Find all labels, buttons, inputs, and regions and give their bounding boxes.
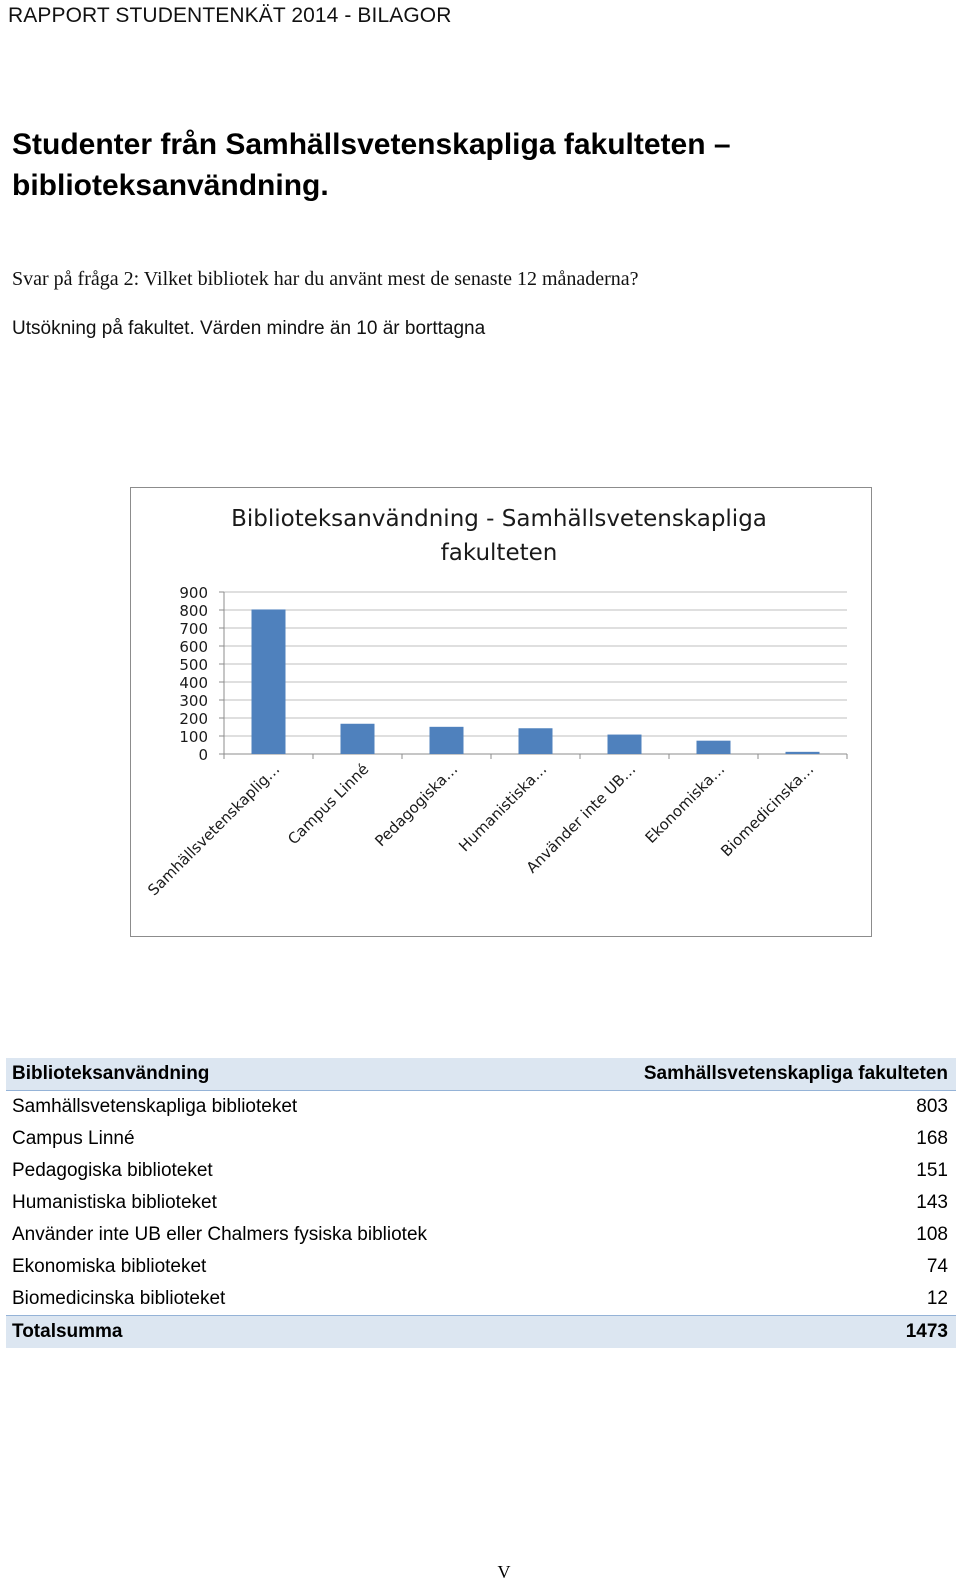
row-label: Samhällsvetenskapliga biblioteket bbox=[12, 1096, 298, 1117]
row-label: Humanistiska biblioteket bbox=[12, 1192, 217, 1213]
row-label: Biomedicinska biblioteket bbox=[12, 1288, 226, 1309]
total-value: 1473 bbox=[551, 1316, 956, 1349]
x-category-label: Pedagogiska… bbox=[371, 760, 462, 851]
bar bbox=[519, 728, 553, 754]
row-value: 74 bbox=[926, 1256, 948, 1277]
bar-chart bbox=[131, 488, 871, 936]
page-number: V bbox=[497, 1562, 511, 1582]
y-tick-label: 0 bbox=[198, 746, 208, 764]
row-label: Använder inte UB eller Chalmers fysiska bibliotek bbox=[12, 1224, 428, 1245]
column-header-faculty: Samhällsvetenskapliga fakulteten bbox=[551, 1058, 956, 1091]
survey-question: Svar på fråga 2: Vilket bibliotek har du använt mest de senaste 12 månaderna? bbox=[12, 268, 639, 290]
table-header-row bbox=[6, 1058, 956, 1091]
x-category-label: Campus Linné bbox=[284, 760, 373, 849]
bar bbox=[430, 727, 464, 754]
bar bbox=[608, 735, 642, 754]
report-header: RAPPORT STUDENTENKÄT 2014 - BILAGOR bbox=[8, 4, 452, 27]
page-title-line-1: Studenter från Samhällsvetenskapliga fakulteten – bbox=[12, 128, 731, 161]
y-tick-label: 600 bbox=[179, 638, 208, 656]
page-title-line-2: biblioteksanvändning. bbox=[12, 169, 329, 202]
y-tick-label: 200 bbox=[179, 710, 208, 728]
row-value: 168 bbox=[916, 1128, 948, 1149]
row-value: 108 bbox=[916, 1224, 948, 1245]
x-category-label: Biomedicinska… bbox=[717, 760, 818, 861]
row-label: Campus Linné bbox=[12, 1128, 135, 1149]
bar bbox=[252, 609, 286, 754]
row-label: Ekonomiska biblioteket bbox=[12, 1256, 207, 1277]
table-row bbox=[6, 1283, 956, 1316]
bar bbox=[786, 752, 820, 754]
row-value: 143 bbox=[916, 1192, 948, 1213]
table-row bbox=[6, 1155, 956, 1187]
table-row bbox=[6, 1187, 956, 1219]
column-header-library: Biblioteksanvändning bbox=[6, 1058, 551, 1091]
table-total-row bbox=[6, 1316, 956, 1349]
y-tick-label: 800 bbox=[179, 602, 208, 620]
table-row bbox=[6, 1123, 956, 1155]
y-tick-label: 500 bbox=[179, 656, 208, 674]
page-title bbox=[12, 124, 912, 206]
x-category-label: Samhällsvetenskaplig… bbox=[144, 760, 284, 900]
y-tick-label: 900 bbox=[179, 584, 208, 602]
y-tick-label: 700 bbox=[179, 620, 208, 638]
x-category-label: Humanistiska… bbox=[455, 760, 551, 856]
row-value: 803 bbox=[916, 1096, 948, 1117]
table-row bbox=[6, 1091, 956, 1124]
data-table bbox=[6, 1058, 956, 1348]
bar bbox=[341, 724, 375, 754]
total-label: Totalsumma bbox=[6, 1316, 551, 1349]
y-tick-label: 300 bbox=[179, 692, 208, 710]
y-tick-label: 400 bbox=[179, 674, 208, 692]
table-row bbox=[6, 1219, 956, 1251]
x-category-label: Använder inte UB… bbox=[522, 760, 640, 877]
row-value: 12 bbox=[926, 1288, 948, 1309]
row-label: Pedagogiska biblioteket bbox=[12, 1160, 213, 1181]
row-value: 151 bbox=[916, 1160, 948, 1181]
chart-title-line-2: fakulteten bbox=[440, 540, 558, 566]
bar bbox=[697, 741, 731, 754]
x-category-label: Ekonomiska… bbox=[641, 760, 729, 847]
chart-container bbox=[130, 487, 872, 937]
y-tick-label: 100 bbox=[179, 728, 208, 746]
selection-note: Utsökning på fakultet. Värden mindre än 10 är borttagna bbox=[12, 318, 486, 339]
table-row bbox=[6, 1251, 956, 1283]
chart-title-line-1: Biblioteksanvändning - Samhällsvetenskapliga bbox=[231, 506, 767, 532]
